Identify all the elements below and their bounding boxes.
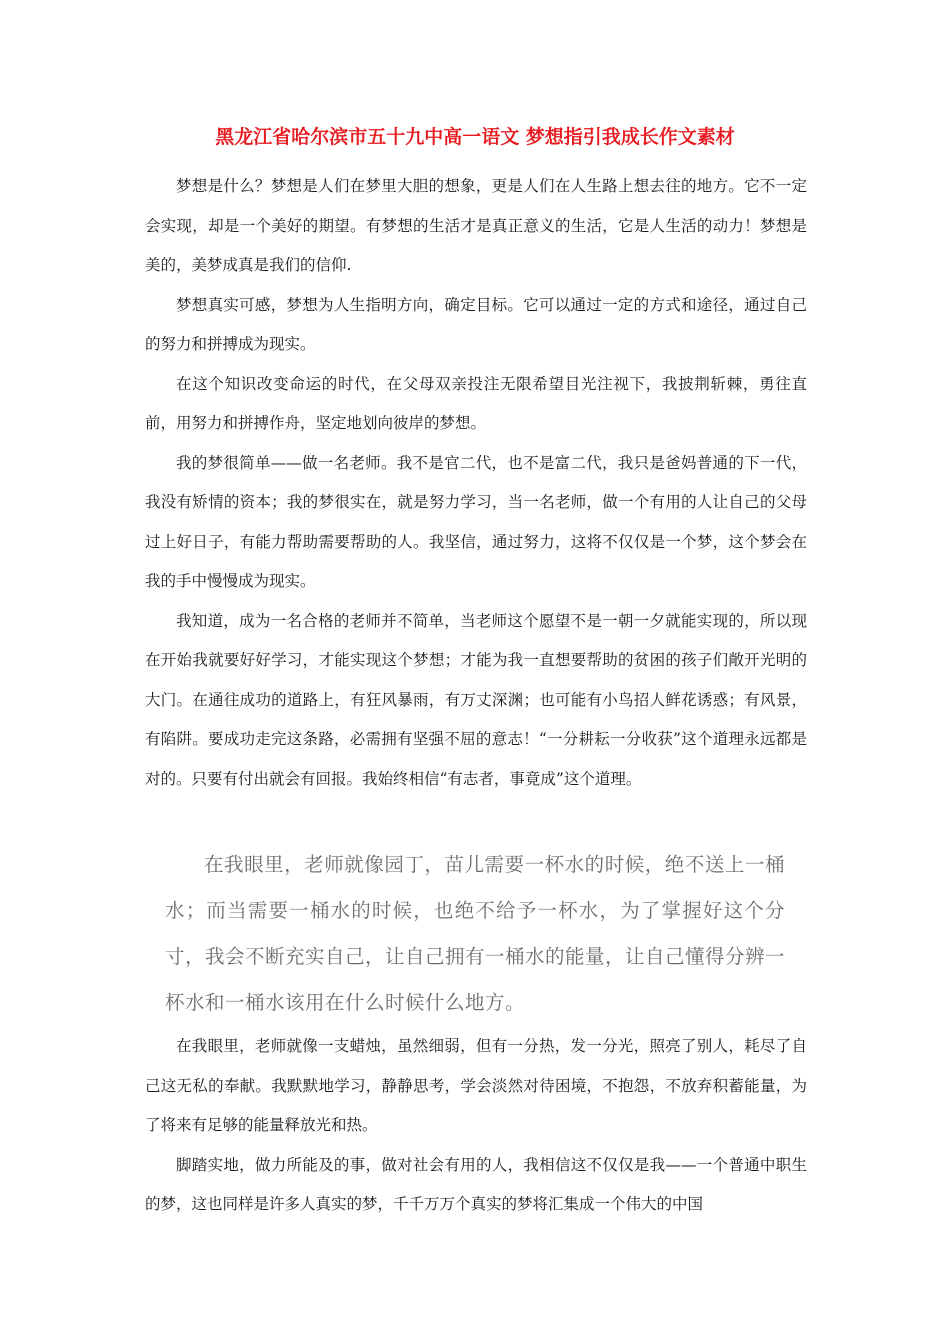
paragraph: 梦想是什么？梦想是人们在梦里大胆的想象，更是人们在人生路上想去往的地方。它不一定会实现，却是一个美好的期望。有梦想的生活才是真正意义的生活，它是人生活的动力！梦想是美的，美梦成真是我们的信仰. [145,177,807,274]
paragraph: 我的梦很简单——做一名老师。我不是官二代，也不是富二代，我只是爸妈普通的下一代，我没有矫情的资本；我的梦很实在，就是努力学习，当一名老师，做一个有用的人让自己的父母过上好日子，有能力帮助需要帮助的人。我坚信，通过努力，这将不仅仅是一个梦，这个梦会在我的手中慢慢成为现实。 [145,453,807,590]
paragraph: 在这个知识改变命运的时代，在父母双亲投注无限希望目光注视下，我披荆斩棘，勇往直前，用努力和拼搏作舟，坚定地划向彼岸的梦想。 [145,374,807,432]
paragraph: 我知道，成为一名合格的老师并不简单，当老师这个愿望不是一朝一夕就能实现的，所以现在开始我就要好好学习，才能实现这个梦想；才能为我一直想要帮助的贫困的孩子们敞开光明的大门。在通往成功的道路上，有狂风暴雨，有万丈深渊；也可能有小鸟招人鲜花诱惑；有风景，有陷阱。要成功走完这条路，必需拥有坚强不屈的意志！“一分耕耘一分收获”这个道理永远都是对的。只要有付出就会有回报。我始终相信“有志者，事竟成”这个道理。 [145,611,807,788]
paragraph: 脚踏实地，做力所能及的事，做对社会有用的人，我相信这不仅仅是我——一个普通中职生的梦，这也同样是许多人真实的梦，千千万万个真实的梦将汇集成一个伟大的中国 [145,1155,807,1213]
body-text-before-image [145,167,807,799]
image-passage-text: 在我眼里，老师就像园丁，苗儿需要一杯水的时候，绝不送上一桶水；而当需要一桶水的时候，也绝不给予一杯水，为了掌握好这个分寸，我会不断充实自己，让自己拥有一桶水的能量，让自己懂得分辨一杯水和一桶水该用在什么时候什么地方。 [165,853,786,1014]
body-text-after-image [145,1027,807,1225]
embedded-text-image [165,842,785,1026]
paragraph: 梦想真实可感，梦想为人生指明方向，确定目标。它可以通过一定的方式和途径，通过自己的努力和拼搏成为现实。 [145,295,807,353]
document-title: 黑龙江省哈尔滨市五十九中高一语文 梦想指引我成长作文素材 [215,126,735,148]
paragraph: 在我眼里，老师就像一支蜡烛，虽然细弱，但有一分热，发一分光，照亮了别人，耗尽了自己这无私的奉献。我默默地学习，静静思考，学会淡然对待困境，不抱怨，不放弃积蓄能量，为了将来有足够的能量释放光和热。 [145,1037,807,1134]
